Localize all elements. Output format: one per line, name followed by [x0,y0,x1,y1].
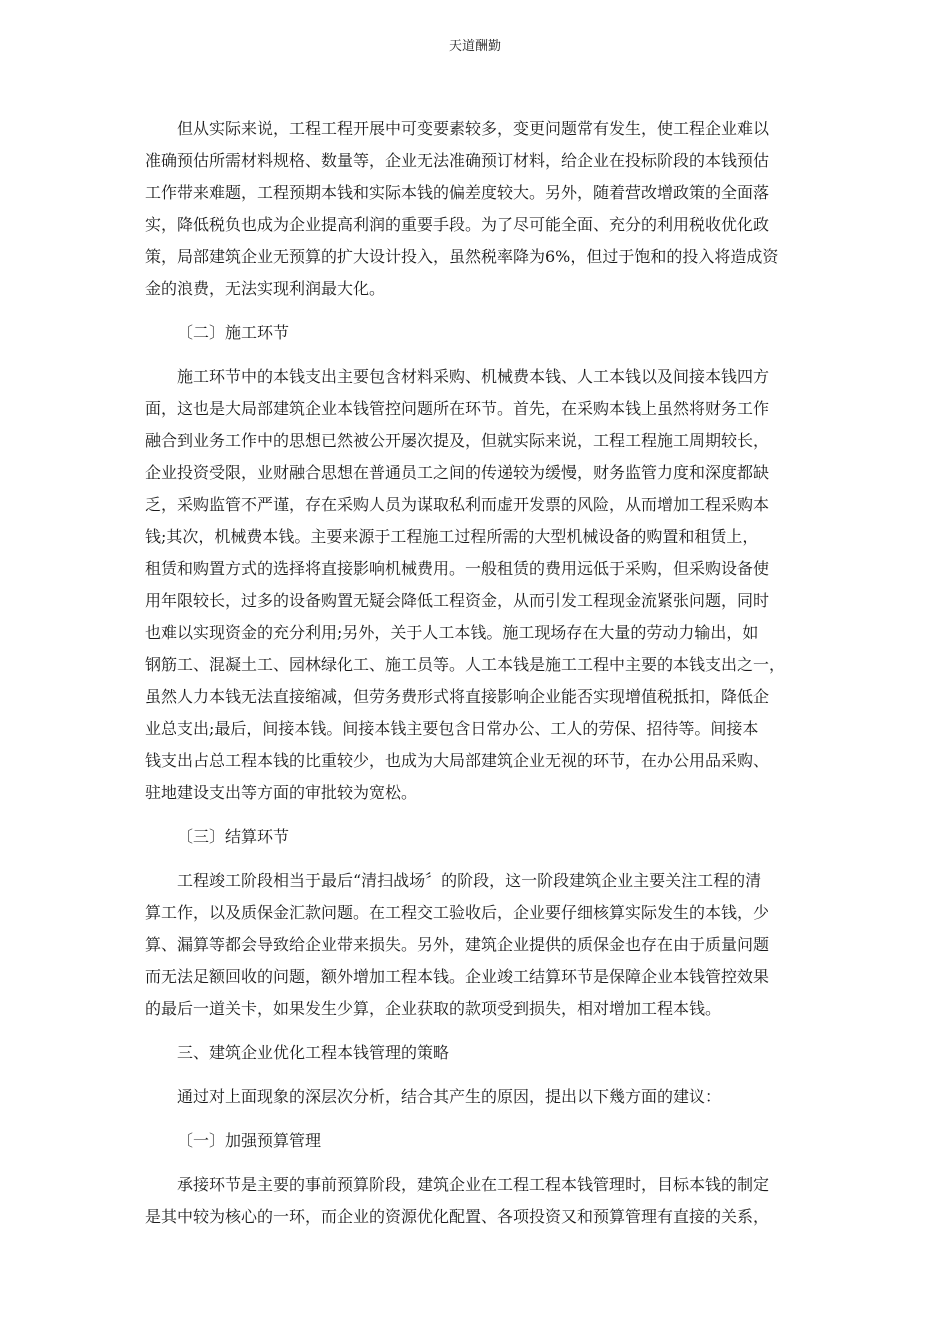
document-body [145,113,807,1233]
heading-section-three: 三、建筑企业优化工程本钱管理的策略 [177,1043,450,1062]
heading-settlement-stage: 〔三〕结算环节 [177,827,290,846]
paragraph-cost-deviation: 但从实际来说，工程工程开展中可变要素较多，变更问题常有发生，使工程企业难以 准确预估所需材料规格、数量等，企业无法准确预订材料，给企业在投标阶段的本钱预估 工作带来难题，工程预期本钱和实际本钱的偏差度较大。另外，随着营改增政策的全面落 实，降低税负也成为企业提高利润的重要手段。为了尽可能全面、充分的利用税收优化政 策，局部建筑企业无预算的扩大设计投入，虽然税率降为6%，但过于饱和的投入将造成资 金的浪费，无法实现利润最大化。 [145,119,779,298]
page-header: 天道酬勤 [448,39,501,54]
heading-construction-stage: 〔二〕施工环节 [177,323,290,342]
heading-budget-management: 〔一〕加强预算管理 [177,1131,322,1150]
paragraph-budget: 承接环节是主要的事前预算阶段，建筑企业在工程工程本钱管理时，目标本钱的制定 是其中较为核心的一环，而企业的资源优化配置、各项投资又和预算管理有直接的关系， [145,1175,770,1226]
paragraph-suggestions-intro: 通过对上面现象的深层次分析，结合其产生的原因，提出以下幾方面的建议： [177,1087,722,1106]
paragraph-construction-costs: 施工环节中的本钱支出主要包含材料采购、机械费本钱、人工本钱以及间接本钱四方 面，这也是大局部建筑企业本钱管控问题所在环节。首先，在采购本钱上虽然将财务工作 融合到业务工作中的思想已然被公开屡次提及，但就实际来说，工程工程施工周期较长， 企业投资受限，业财融合思想在普通员工之间的传递较为缓慢，财务监管力度和深度都缺 乏，采购监管不严谨，存在采购人员为谋取私利而虚开发票的风险，从而增加工程采购本 钱;其次，机械费本钱。主要来源于工程施工过程所需的大型机械设备的购置和租赁上， 租赁和购置方式的选择将直接影响机械费用。一般租赁的费用远低于采购，但采购设备使 用年限较长，过多的设备购置无疑会降低工程资金，从而引发工程现金流紧张问题，同时 也难以实现资金的充分利用;另外，关于人工本钱。施工现场存在大量的劳动力输出，如 钢筋工、混凝土工、园林绿化工、施工员等。人工本钱是施工工程中主要的本钱支出之一， 虽然人力本钱无法直接缩减，但劳务费形式将直接影响企业能否实现增值税抵扣，降低企 业总支出;最后，间接本钱。间接本钱主要包含日常办公、工人的劳保、招待等。间接本 钱支出占总工程本钱的比重较少，也成为大局部建筑企业无视的环节，在办公用品采购、 驻地建设支出等方面的审批较为宽松。 [145,367,786,802]
paragraph-settlement: 工程竣工阶段相当于最后“清扫战场〞的阶段，这一阶段建筑企业主要关注工程的清 算工作，以及质保金汇款问题。在工程交工验收后，企业要仔细核算实际发生的本钱，少 算、漏算等都会导致给企业带来损失。另外，建筑企业提供的质保金也存在由于质量问题 而无法足额回收的问题，额外增加工程本钱。企业竣工结算环节是保障企业本钱管控效果 的最后一道关卡，如果发生少算，企业获取的款项受到损失，相对增加工程本钱。 [145,871,770,1018]
